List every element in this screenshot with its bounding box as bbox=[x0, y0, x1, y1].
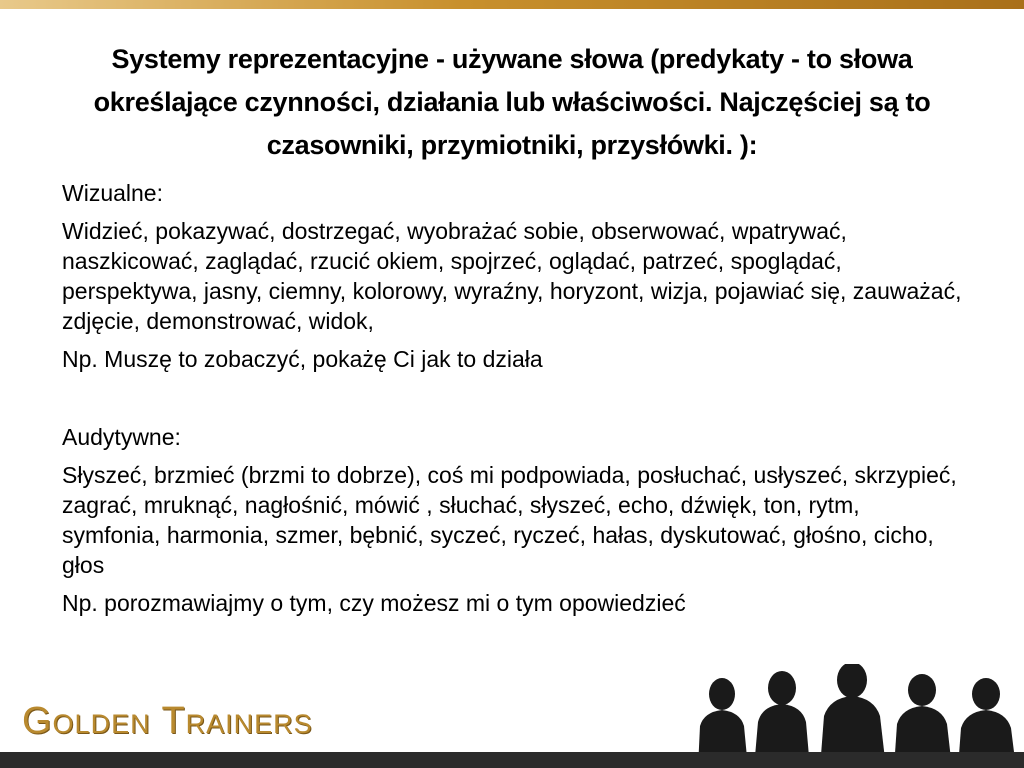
top-accent-bar bbox=[0, 0, 1024, 9]
golden-trainers-logo: Golden Trainers bbox=[22, 700, 313, 742]
section-auditory bbox=[62, 422, 962, 618]
section-heading: Audytywne: bbox=[62, 424, 181, 450]
section-gap bbox=[62, 382, 962, 422]
section-words: Widzieć, pokazywać, dostrzegać, wyobrażać sobie, obserwować, wpatrywać, naszkicować, zaglądać, rzucić okiem, spojrzeć, oglądać, patrzeć, spoglądać, perspektywa, jasny, ciemny, kolorowy, wyraźny, horyzont, wizja, pojawiać się, zauważać, zdjęcie, demonstrować, widok, bbox=[62, 218, 962, 334]
bottom-strip bbox=[0, 752, 1024, 768]
section-words: Słyszeć, brzmieć (brzmi to dobrze), coś mi podpowiada, posłuchać, usłyszeć, skrzypieć, zagrać, mruknąć, nagłośnić, mówić , słuchać, słyszeć, echo, dźwięk, ton, rytm, symfonia, harmonia, szmer, bębnić, syczeć, ryczeć, hałas, dyskutować, głośno, cicho, głos bbox=[62, 462, 957, 578]
section-heading: Wizualne: bbox=[62, 180, 163, 206]
slide-title: Systemy reprezentacyjne - używane słowa (predykaty - to słowa określające czynności, działania lub właściwości. Najczęściej są to czasowniki, przymiotniki, przysłówki. ): bbox=[93, 44, 931, 160]
section-visual bbox=[62, 178, 962, 374]
section-example: Np. Muszę to zobaczyć, pokażę Ci jak to działa bbox=[62, 346, 543, 372]
slide-content bbox=[62, 178, 962, 626]
section-example: Np. porozmawiajmy o tym, czy możesz mi o tym opowiedzieć bbox=[62, 590, 686, 616]
